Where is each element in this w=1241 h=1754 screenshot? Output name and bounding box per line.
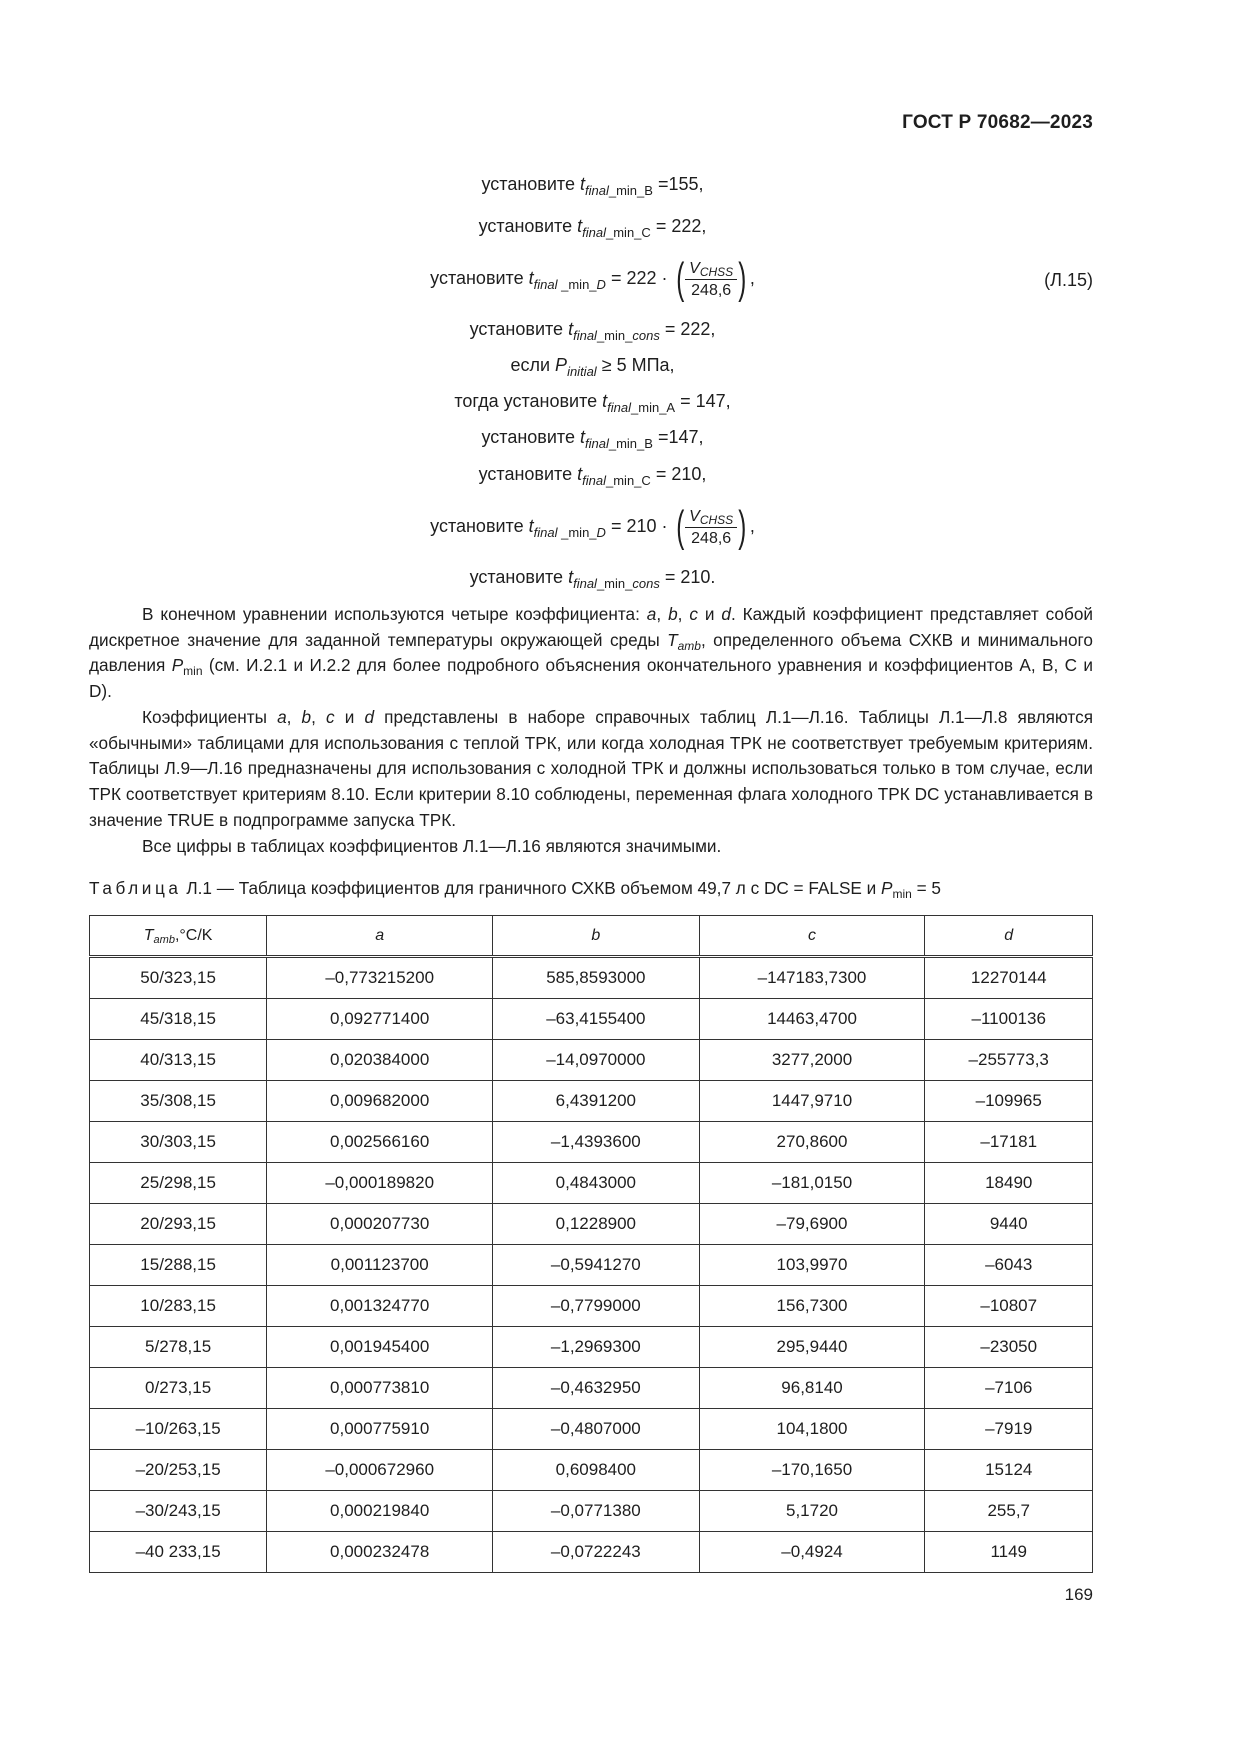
caption-label: Таблица: [89, 878, 182, 898]
table-cell: 20/293,15: [90, 1204, 267, 1245]
eq-sub: final: [533, 276, 558, 292]
table-cell: –1,2969300: [493, 1327, 699, 1368]
eq-comma: ,: [749, 515, 755, 536]
equation-line-fraction: [0, 502, 1213, 551]
eq-text: установите: [478, 464, 573, 484]
header-a: a: [267, 916, 493, 957]
table-cell: –181,0150: [699, 1163, 925, 1204]
eq-sub: D: [596, 276, 606, 292]
caption-text: Л.1 — Таблица коэффициентов для граничного СХКВ объемом 49,7 л с DC = FALSE и: [181, 878, 882, 898]
equation-number: (Л.15): [1044, 270, 1093, 290]
table-cell: –109965: [925, 1081, 1093, 1122]
table-cell: 0,6098400: [493, 1450, 699, 1491]
eq-var: t: [579, 174, 585, 194]
table-cell: 0/273,15: [90, 1368, 267, 1409]
table-cell: 14463,4700: [699, 999, 925, 1040]
table-cell: 6,4391200: [493, 1081, 699, 1122]
table-cell: 10/283,15: [90, 1286, 267, 1327]
table-cell: 5,1720: [699, 1491, 925, 1532]
table-cell: –0,0771380: [493, 1491, 699, 1532]
table-cell: 255,7: [925, 1491, 1093, 1532]
header-temperature: $T_{amb},^\circ C/K$: [90, 916, 267, 957]
table-cell: 96,8140: [699, 1368, 925, 1409]
table-row: [90, 1286, 1093, 1327]
document-header: ГОСТ Р 70682—2023: [902, 112, 1093, 133]
table-cell: 0,002566160: [267, 1122, 493, 1163]
right-paren: ): [738, 254, 747, 303]
table-cell: –6043: [925, 1245, 1093, 1286]
table-row: [90, 957, 1093, 999]
right-paren: ): [738, 502, 747, 551]
table-cell: –79,6900: [699, 1204, 925, 1245]
table-row: [90, 1532, 1093, 1573]
equation-line: [0, 566, 1213, 591]
eq-sub: D: [596, 524, 606, 540]
equation-line: [0, 354, 1213, 379]
header-c: c: [699, 916, 925, 957]
table-cell: 25/298,15: [90, 1163, 267, 1204]
left-paren: (: [675, 254, 684, 303]
eq-value: = 210 ·: [610, 515, 668, 536]
table-cell: 45/318,15: [90, 999, 267, 1040]
equation-line: [0, 463, 1213, 488]
eq-var: t: [577, 464, 583, 484]
table-cell: 0,000207730: [267, 1204, 493, 1245]
table-row: [90, 1204, 1093, 1245]
table-cell: –0,0722243: [493, 1532, 699, 1573]
fraction-numerator: $V_{CHSS}$: [685, 259, 737, 280]
eq-sub: _min_C: [606, 225, 651, 240]
eq-sub: _min_: [557, 276, 597, 292]
table-cell: 0,092771400: [267, 999, 493, 1040]
table-row: [90, 1450, 1093, 1491]
eq-text: установите: [469, 319, 564, 339]
table-cell: –0,000189820: [267, 1163, 493, 1204]
table-row: [90, 1081, 1093, 1122]
table-cell: 9440: [925, 1204, 1093, 1245]
table-cell: 35/308,15: [90, 1081, 267, 1122]
table-row: [90, 1368, 1093, 1409]
table-cell: 0,009682000: [267, 1081, 493, 1122]
eq-text: установите: [430, 267, 524, 288]
table-row: [90, 1163, 1093, 1204]
table-cell: –0,000672960: [267, 1450, 493, 1491]
header-d: d: [925, 916, 1093, 957]
eq-sub: initial: [567, 364, 597, 379]
table-cell: 0,000219840: [267, 1491, 493, 1532]
eq-var: t: [568, 567, 574, 587]
table-cell: –7919: [925, 1409, 1093, 1450]
table-cell: –0,4632950: [493, 1368, 699, 1409]
table-cell: 0,001324770: [267, 1286, 493, 1327]
paragraph-coefficients: В конечном уравнении используются четыре коэффициента: a, b, c и d. Каждый коэффициент представляет собой дискретное значение для заданной температуры окружающей среды $T_{amb}$, определенного объема СХКВ и минимального давления $P_{min}$ (см. И.2.1 и И.2.2 для более подробного объяснения окончательного уравнения и коэффициентов А, B, C и D).: [89, 604, 1093, 702]
table-cell: –0,773215200: [267, 957, 493, 999]
table-cell: –20/253,15: [90, 1450, 267, 1491]
equation-line: [0, 318, 1213, 343]
eq-value: = 222,: [664, 319, 716, 339]
eq-text: установите: [430, 515, 524, 536]
table-cell: 0,001123700: [267, 1245, 493, 1286]
table-cell: 0,000232478: [267, 1532, 493, 1573]
eq-value: = 147,: [680, 391, 731, 411]
table-cell: –23050: [925, 1327, 1093, 1368]
eq-text: установите: [481, 174, 575, 194]
table-row: [90, 1040, 1093, 1081]
equation-line: [0, 173, 1213, 198]
table-cell: 15124: [925, 1450, 1093, 1491]
table-row: [90, 1491, 1093, 1532]
eq-sub: _min_A: [631, 400, 676, 415]
table-row: [90, 1409, 1093, 1450]
table-cell: –0,5941270: [493, 1245, 699, 1286]
table-cell: –255773,3: [925, 1040, 1093, 1081]
table-cell: –17181: [925, 1122, 1093, 1163]
table-cell: –14,0970000: [493, 1040, 699, 1081]
table-cell: –10/263,15: [90, 1409, 267, 1450]
eq-sub: cons: [632, 576, 660, 591]
left-paren: (: [675, 502, 684, 551]
table-body: [90, 957, 1093, 1573]
equation-line: [0, 215, 1213, 240]
fraction: [685, 259, 737, 300]
eq-sub: _min_: [596, 328, 633, 343]
table-cell: –40 233,15: [90, 1532, 267, 1573]
header-b: b: [493, 916, 699, 957]
table-cell: –10807: [925, 1286, 1093, 1327]
table-cell: 0,000773810: [267, 1368, 493, 1409]
coefficients-table: [89, 915, 1093, 1573]
eq-sub: final: [573, 328, 597, 343]
table-cell: 40/313,15: [90, 1040, 267, 1081]
fraction-group: [673, 254, 750, 303]
table-cell: 30/303,15: [90, 1122, 267, 1163]
eq-text: тогда установите: [454, 391, 598, 411]
table-cell: 18490: [925, 1163, 1093, 1204]
eq-sub: final: [573, 576, 597, 591]
eq-sub: final: [582, 225, 606, 240]
table-cell: –170,1650: [699, 1450, 925, 1491]
table-cell: –0,4807000: [493, 1409, 699, 1450]
eq-sub: final: [607, 400, 632, 415]
table-cell: 0,001945400: [267, 1327, 493, 1368]
table-cell: 15/288,15: [90, 1245, 267, 1286]
eq-sub: _min_: [557, 524, 597, 540]
table-cell: –1100136: [925, 999, 1093, 1040]
eq-var: t: [528, 515, 534, 536]
table-header-row: [90, 916, 1093, 957]
table-cell: 5/278,15: [90, 1327, 267, 1368]
eq-value: = 210.: [664, 567, 716, 587]
table-cell: 103,9970: [699, 1245, 925, 1286]
table-cell: 0,4843000: [493, 1163, 699, 1204]
eq-comma: ,: [749, 267, 755, 288]
table-cell: –1,4393600: [493, 1122, 699, 1163]
eq-value: =155,: [657, 174, 704, 194]
table-cell: 0,000775910: [267, 1409, 493, 1450]
table-cell: 104,1800: [699, 1409, 925, 1450]
eq-value: = 210,: [655, 464, 707, 484]
table-row: [90, 1245, 1093, 1286]
eq-sub: final: [582, 473, 606, 488]
eq-value: = 222,: [655, 216, 707, 236]
paragraph-significance: Все цифры в таблицах коэффициентов Л.1—Л.16 являются значимыми.: [142, 836, 722, 856]
table-cell: 270,8600: [699, 1122, 925, 1163]
table-cell: 156,7300: [699, 1286, 925, 1327]
eq-sub: final: [585, 436, 609, 451]
eq-var: t: [577, 216, 583, 236]
table-cell: –30/243,15: [90, 1491, 267, 1532]
eq-value: ≥ 5 МПа,: [601, 355, 675, 375]
eq-var: t: [602, 391, 608, 411]
eq-var: t: [528, 267, 534, 288]
eq-text: установите: [478, 216, 573, 236]
table-cell: 585,8593000: [493, 957, 699, 999]
table-row: [90, 1122, 1093, 1163]
eq-sub: _min_C: [606, 473, 651, 488]
fraction-denominator: 248,6: [691, 529, 732, 547]
fraction-numerator: $V_{CHSS}$: [685, 507, 737, 528]
table-cell: 1447,9710: [699, 1081, 925, 1122]
table-cell: 295,9440: [699, 1327, 925, 1368]
eq-value: =147,: [657, 427, 704, 447]
eq-text: установите: [469, 567, 564, 587]
equation-line-fraction: [0, 254, 1213, 303]
eq-value: = 222 ·: [610, 267, 668, 288]
eq-var: t: [568, 319, 574, 339]
table-cell: –147183,7300: [699, 957, 925, 999]
paragraph-tables: Коэффициенты a, b, c и d представлены в наборе справочных таблиц Л.1—Л.16. Таблицы Л.1—Л.8 являются «обычными» таблицами для использования с теплой ТРК, или когда холодная ТРК не соответствует требуемым критериям. Таблицы Л.9—Л.16 предназначены для использования с холодной ТРК и должны использоваться только в том случае, если ТРК соответствует критериям 8.10. Если критерии 8.10 соблюдены, переменная флага холодного ТРК DC устанавливается в значение TRUE в подпрограмме запуска ТРК.: [89, 707, 1093, 830]
table-cell: 0,020384000: [267, 1040, 493, 1081]
fraction-group: [673, 502, 750, 551]
table-cell: –7106: [925, 1368, 1093, 1409]
eq-sub: final: [533, 524, 558, 540]
eq-text: установите: [481, 427, 575, 447]
table-caption: Таблица Л.1 — Таблица коэффициентов для граничного СХКВ объемом 49,7 л с DC = FALSE и $P_{min} = 5$: [89, 878, 941, 901]
table-cell: 0,1228900: [493, 1204, 699, 1245]
eq-var: t: [579, 427, 585, 447]
table-cell: 1149: [925, 1532, 1093, 1573]
table-cell: 3277,2000: [699, 1040, 925, 1081]
fraction-denominator: 248,6: [691, 281, 732, 299]
eq-sub: cons: [632, 328, 660, 343]
eq-text: если: [510, 355, 551, 375]
eq-sub: final: [585, 183, 609, 198]
table-cell: –0,7799000: [493, 1286, 699, 1327]
table-row: [90, 1327, 1093, 1368]
table-cell: –63,4155400: [493, 999, 699, 1040]
fraction: [685, 507, 737, 548]
table-cell: 50/323,15: [90, 957, 267, 999]
equation-line: [0, 426, 1213, 451]
eq-sub: _min_B: [608, 436, 653, 451]
eq-sub: _min_: [596, 576, 633, 591]
eq-var: P: [555, 355, 568, 375]
table-cell: 12270144: [925, 957, 1093, 999]
page-number: 169: [1064, 1585, 1093, 1604]
eq-sub: _min_B: [608, 183, 653, 198]
table-cell: –0,4924: [699, 1532, 925, 1573]
table-row: [90, 999, 1093, 1040]
equation-line: [0, 390, 1213, 415]
